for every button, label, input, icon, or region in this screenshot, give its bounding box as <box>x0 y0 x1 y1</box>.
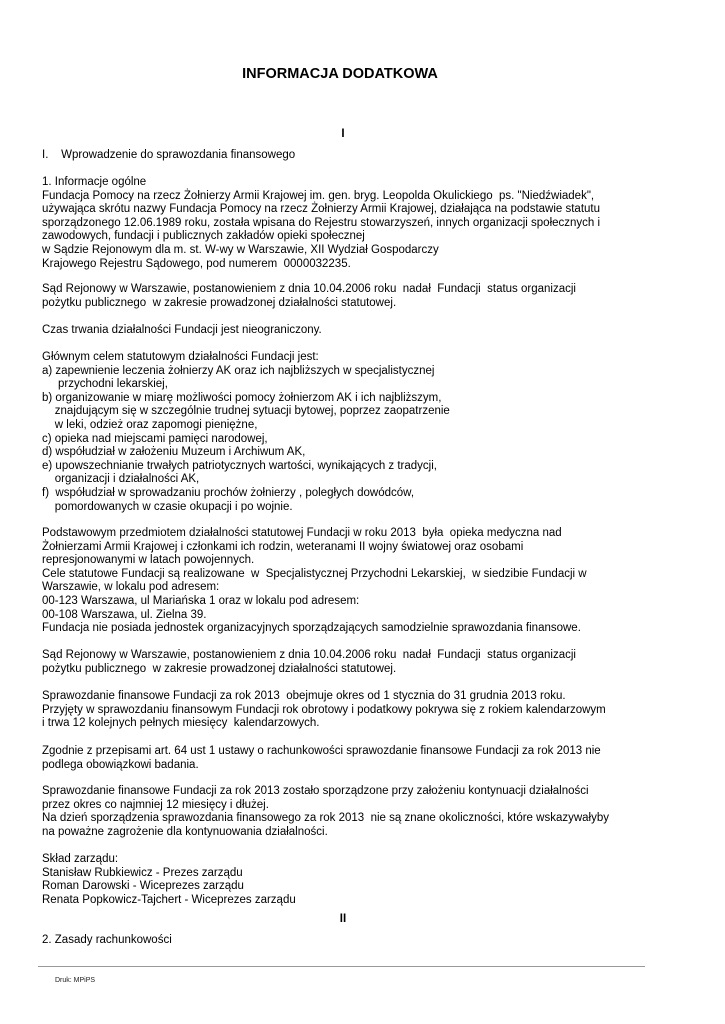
text-line: Sąd Rejonowy w Warszawie, postanowieniem z dnia 10.04.2006 roku nadał Fundacji status organizacji <box>42 649 576 661</box>
text-line: Sąd Rejonowy w Warszawie, postanowieniem z dnia 10.04.2006 roku nadał Fundacji status organizacji <box>42 283 576 295</box>
list-item: f) współudział w sprowadzaniu prochów żołnierzy , poległych dowódców, <box>42 486 415 499</box>
text-line: Fundacja Pomocy na rzecz Żołnierzy Armii Krajowej im. gen. bryg. Leopolda Okulickiego ps. "Niedźwiadek", <box>42 189 595 202</box>
text-line: 00-123 Warszawa, ul Mariańska 1 oraz w lokalu pod adresem: <box>42 594 360 607</box>
list-item: w leki, odzież oraz zapomogi pieniężne, <box>42 418 258 431</box>
continuity-paragraph <box>42 785 662 839</box>
list-item: przychodni lekarskiej, <box>42 378 168 391</box>
board-list <box>42 853 662 907</box>
document-title: INFORMACJA DODATKOWA <box>242 66 438 82</box>
audit-paragraph <box>42 745 662 772</box>
text-line: podlega obowiązkowi badania. <box>42 758 199 771</box>
text-line: represjonowanymi w latach powojennych. <box>42 554 255 567</box>
section-heading-accounting <box>42 934 662 948</box>
list-item: pomordowanych w czasie okupacji i po wojnie. <box>42 500 293 513</box>
text-line: zawodowych, fundacji i publicznych zakładów opieki społecznej <box>42 230 365 243</box>
section-heading-intro <box>42 149 662 163</box>
heading-line: I. Wprowadzenie do sprawozdania finansowego <box>42 149 296 161</box>
text-line: przez okres co najmniej 12 miesięcy i dłużej. <box>42 798 269 811</box>
text-line: Na dzień sporządzenia sprawozdania finansowego za rok 2013 nie są znane okoliczności, które wskazywałyby <box>42 812 610 825</box>
text-line: Sprawozdanie finansowe Fundacji za rok 2013 zostało sporządzone przy założeniu kontynuacji działalności <box>42 785 589 797</box>
duration-paragraph <box>42 324 662 338</box>
list-item: organizacji i działalności AK, <box>42 473 200 486</box>
text-line: 00-108 Warszawa, ul. Zielna 39. <box>42 608 207 621</box>
list-item: znajdującym się w szczególnie trudnej sytuacji bytowej, poprzez zaopatrzenie <box>42 405 450 418</box>
list-item: d) współudział w założeniu Muzeum i Archiwum AK, <box>42 446 306 459</box>
text-line: Krajowego Rejestru Sądowego, pod numerem 0000032235. <box>42 257 351 270</box>
status-paragraph-1 <box>42 283 662 310</box>
status-paragraph-2 <box>42 649 662 676</box>
list-item: c) opieka nad miejscami pamięci narodowej, <box>42 432 268 445</box>
text-line: sporządzonego 12.06.1989 roku, została wpisana do Rejestru stowarzyszeń, innych organizacji społecznych i <box>42 216 601 229</box>
text-line: 1. Informacje ogólne <box>42 176 147 188</box>
footer-divider <box>38 966 645 967</box>
list-item: Roman Darowski - Wiceprezes zarządu <box>42 880 244 893</box>
text-line: w Sądzie Rejonowym dla m. st. W-wy w Warszawie, XII Wydział Gospodarczy <box>42 243 439 256</box>
text-line: na poważne zagrożenie dla kontynuowania działalności. <box>42 825 328 838</box>
list-item: Renata Popkowicz-Tajchert - Wiceprezes zarządu <box>42 893 296 906</box>
list-item: Stanisław Rubkiewicz - Prezes zarządu <box>42 866 243 879</box>
general-info-paragraph <box>42 176 662 271</box>
list-item: a) zapewnienie leczenia żołnierzy AK oraz ich najbliższych w specjalistycznej <box>42 364 435 377</box>
text-line: używająca skrótu nazwy Fundacja Pomocy na rzecz Żołnierzy Armii Krajowej, działająca na podstawie statutu <box>42 203 601 216</box>
text-line: Podstawowym przedmiotem działalności statutowej Fundacji w roku 2013 była opieka medyczna nad <box>42 527 562 539</box>
text-line: Głównym celem statutowym działalności Fundacji jest: <box>42 351 319 363</box>
text-line: i trwa 12 kolejnych pełnych miesięcy kalendarzowych. <box>42 717 320 730</box>
goals-list <box>42 351 662 514</box>
section-numeral-2: II <box>339 913 347 925</box>
activity-paragraph <box>42 527 662 636</box>
text-line: Przyjęty w sprawozdaniu finansowym Fundacji rok obrotowy i podatkowy pokrywa się z rokiem kalendarzowym <box>42 703 606 716</box>
text-line: Sprawozdanie finansowe Fundacji za rok 2013 obejmuje okres od 1 stycznia do 31 grudnia 2013 roku. <box>42 690 566 702</box>
list-item: e) upowszechnianie trwałych patriotycznych wartości, wynikających z tradycji, <box>42 459 437 472</box>
list-item: b) organizowanie w miarę możliwości pomocy żołnierzom AK i ich najbliższym, <box>42 391 442 404</box>
section-numeral-1: I <box>341 128 345 140</box>
text-line: Żołnierzami Armii Krajowej i członkami ich rodzin, weteranami II wojny światowej oraz osobami <box>42 540 524 553</box>
text-line: Warszawie, w lokalu pod adresem: <box>42 581 220 594</box>
text-line: pożytku publicznego w zakresie prowadzonej działalności statutowej. <box>42 296 397 309</box>
heading-line: 2. Zasady rachunkowości <box>42 934 172 946</box>
text-line: pożytku publicznego w zakresie prowadzonej działalności statutowej. <box>42 662 397 675</box>
period-paragraph <box>42 690 662 731</box>
text-line: Skład zarządu: <box>42 853 119 865</box>
text-line: Fundacja nie posiada jednostek organizacyjnych sporządzających samodzielnie sprawozdania finansowe. <box>42 622 581 635</box>
text-line: Czas trwania działalności Fundacji jest nieograniczony. <box>42 324 322 336</box>
text-line: Zgodnie z przepisami art. 64 ust 1 ustawy o rachunkowości sprawozdanie finansowe Fundacji za rok 2013 nie <box>42 745 601 757</box>
text-line: Cele statutowe Fundacji są realizowane w Specjalistycznej Przychodni Lekarskiej, w siedzibie Fundacji w <box>42 567 587 580</box>
footer-print-label: Druk: MPiPS <box>55 977 96 984</box>
